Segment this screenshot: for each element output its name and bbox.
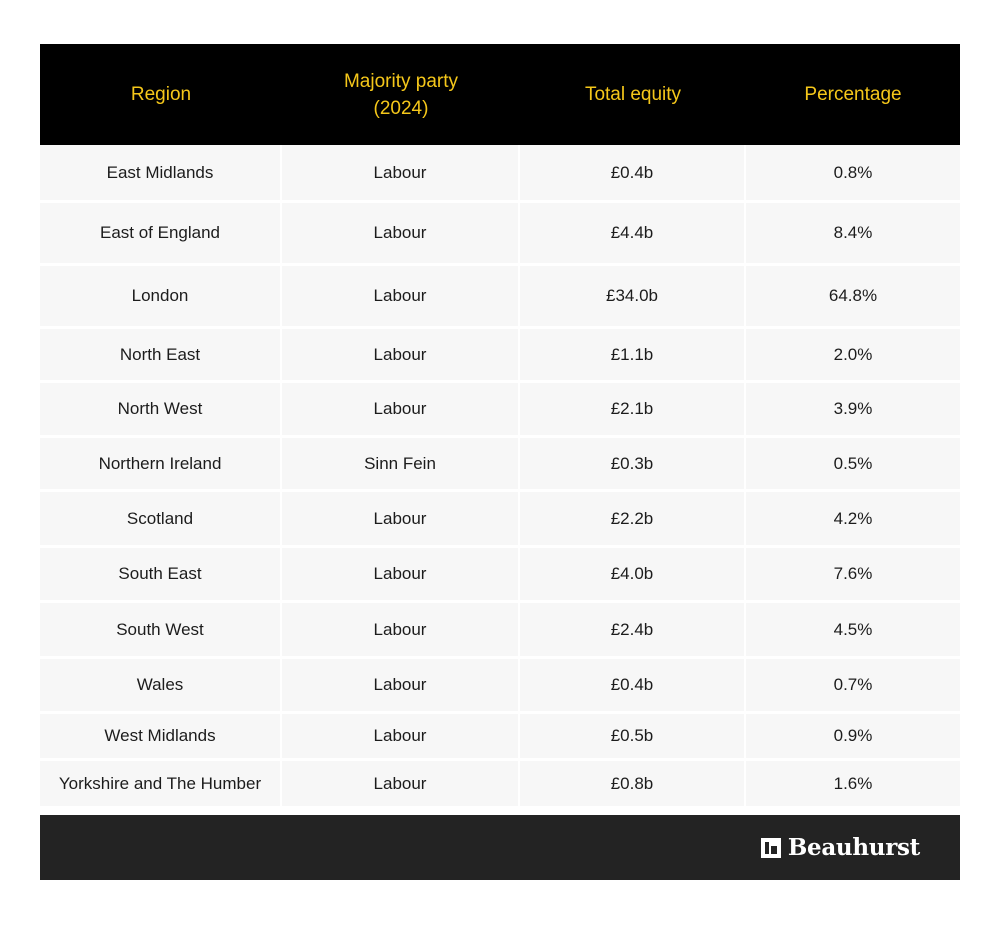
table-row xyxy=(40,492,960,548)
cell-percentage: 1.6% xyxy=(746,761,960,809)
cell-equity: £2.4b xyxy=(520,603,746,659)
cell-party: Labour xyxy=(282,714,520,761)
header-majority-party: Majority party (2024) xyxy=(343,70,459,119)
table-row xyxy=(40,383,960,438)
table-row xyxy=(40,438,960,492)
cell-region: Northern Ireland xyxy=(40,438,282,492)
table-row xyxy=(40,603,960,659)
cell-region: East Midlands xyxy=(40,145,282,203)
cell-party: Labour xyxy=(282,659,520,714)
header-percentage: Percentage xyxy=(804,84,902,105)
cell-percentage: 0.8% xyxy=(746,145,960,203)
table-row xyxy=(40,329,960,383)
cell-percentage: 0.5% xyxy=(746,438,960,492)
cell-equity: £1.1b xyxy=(520,329,746,383)
cell-equity: £0.4b xyxy=(520,659,746,714)
cell-equity: £34.0b xyxy=(520,266,746,329)
cell-party: Labour xyxy=(282,548,520,603)
cell-party: Labour xyxy=(282,603,520,659)
cell-party: Labour xyxy=(282,492,520,548)
cell-party: Labour xyxy=(282,203,520,266)
table-body xyxy=(40,145,960,809)
cell-region: Scotland xyxy=(40,492,282,548)
cell-party: Labour xyxy=(282,266,520,329)
table-row xyxy=(40,145,960,203)
table-row xyxy=(40,714,960,761)
cell-region: London xyxy=(40,266,282,329)
cell-party: Labour xyxy=(282,329,520,383)
table-row xyxy=(40,266,960,329)
cell-party: Sinn Fein xyxy=(282,438,520,492)
cell-percentage: 0.7% xyxy=(746,659,960,714)
cell-party: Labour xyxy=(282,383,520,438)
brand-logo xyxy=(761,834,920,861)
cell-percentage: 2.0% xyxy=(746,329,960,383)
cell-region: North East xyxy=(40,329,282,383)
cell-region: Wales xyxy=(40,659,282,714)
cell-equity: £2.1b xyxy=(520,383,746,438)
cell-percentage: 3.9% xyxy=(746,383,960,438)
header-total-equity: Total equity xyxy=(584,84,682,105)
cell-region: South West xyxy=(40,603,282,659)
cell-equity: £0.8b xyxy=(520,761,746,809)
brand-name: Beauhurst xyxy=(787,834,920,861)
cell-equity: £4.0b xyxy=(520,548,746,603)
cell-percentage: 7.6% xyxy=(746,548,960,603)
cell-party: Labour xyxy=(282,761,520,809)
table-row xyxy=(40,659,960,714)
cell-region: West Midlands xyxy=(40,714,282,761)
cell-equity: £4.4b xyxy=(520,203,746,266)
data-table xyxy=(40,44,960,809)
table-header-row xyxy=(40,44,960,145)
cell-percentage: 64.8% xyxy=(746,266,960,329)
cell-percentage: 4.2% xyxy=(746,492,960,548)
cell-party: Labour xyxy=(282,145,520,203)
cell-equity: £2.2b xyxy=(520,492,746,548)
cell-region: Yorkshire and The Humber xyxy=(40,761,282,809)
cell-percentage: 0.9% xyxy=(746,714,960,761)
footer-bar xyxy=(40,815,960,880)
table-row xyxy=(40,203,960,266)
table-row xyxy=(40,548,960,603)
cell-region: East of England xyxy=(40,203,282,266)
cell-equity: £0.5b xyxy=(520,714,746,761)
cell-percentage: 8.4% xyxy=(746,203,960,266)
cell-region: North West xyxy=(40,383,282,438)
cell-region: South East xyxy=(40,548,282,603)
beauhurst-logo-icon xyxy=(761,838,781,858)
table-row xyxy=(40,761,960,809)
cell-percentage: 4.5% xyxy=(746,603,960,659)
header-region: Region xyxy=(130,84,192,105)
cell-equity: £0.4b xyxy=(520,145,746,203)
cell-equity: £0.3b xyxy=(520,438,746,492)
